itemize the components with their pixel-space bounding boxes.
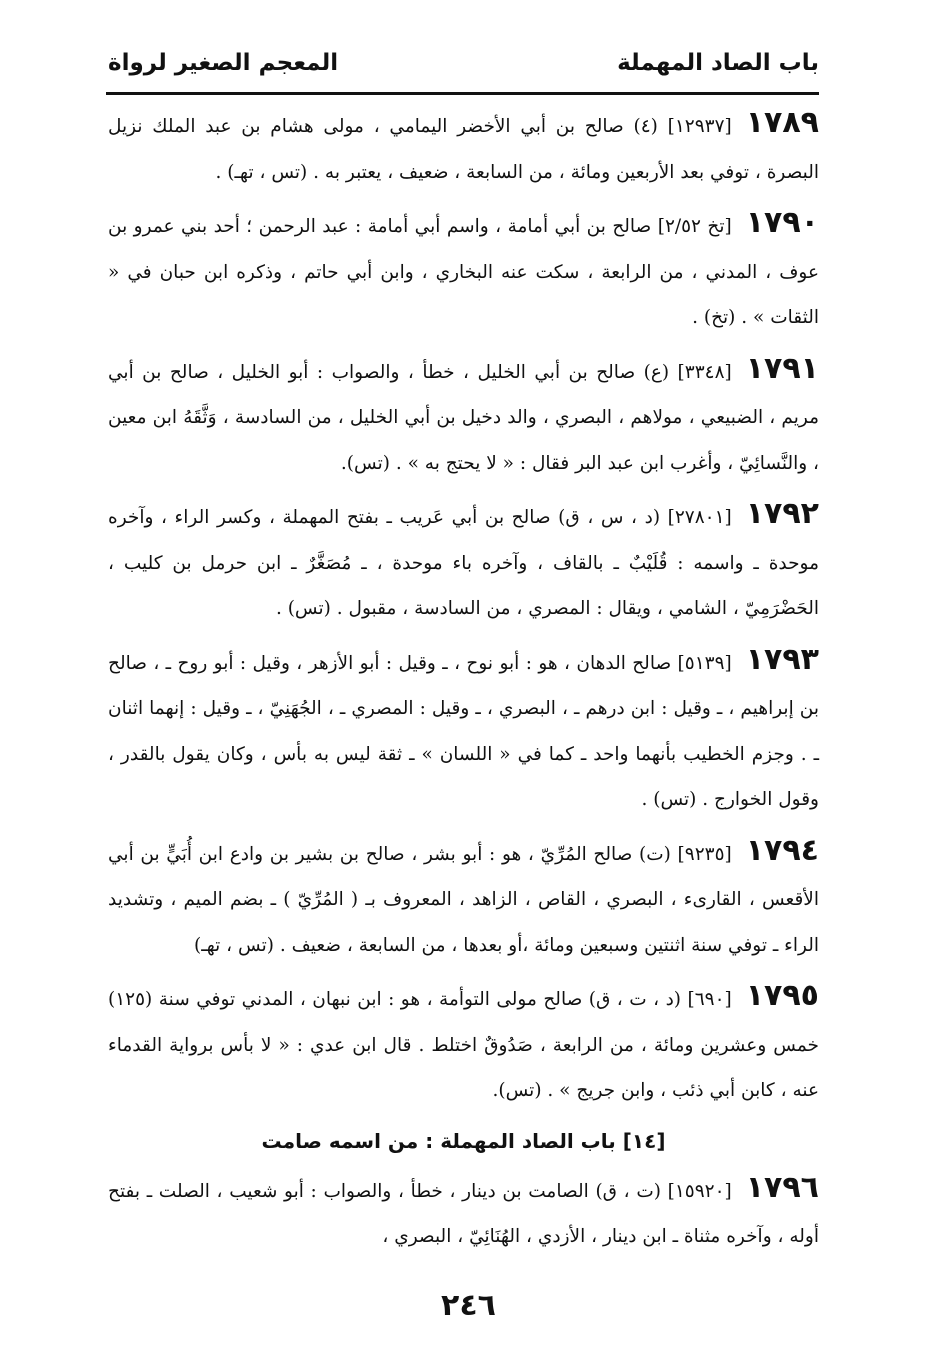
entry-text: [١٥٩٢٠] (ت ، ق) الصامت بن دينار ، خطأ ، والصواب : أبو شعيب ، الصلت ـ بفتح أوله ، وآخره مثناة ـ ابن دينار ، الأزدي ، الهُنَائِيّ ، البصري ، bbox=[108, 1180, 819, 1247]
entry-number: ١٧٩٣ bbox=[745, 641, 819, 677]
entry bbox=[108, 491, 819, 632]
entry-text: [٣٣٤٨] (ع) صالح بن أبي الخليل ، خطأ ، والصواب : أبو الخليل ، صالح بن أبي مريم ، الضبيعي ، مولاهم ، البصري ، والد دخيل بن أبي الخليل ، من السادسة ، وَثَّقَهُ ابن معين ، والنَّسائِيّ ، وأغرب ابن عبد البر فقال : « لا يحتج به » . (تس). bbox=[108, 361, 819, 474]
header-divider bbox=[106, 92, 819, 95]
entry bbox=[108, 637, 819, 823]
chapter-title: باب الصاد المهملة bbox=[617, 50, 819, 76]
entry bbox=[108, 200, 819, 341]
entry-number: ١٧٩٢ bbox=[745, 496, 819, 531]
entry-text: [٦٩٠] (د ، ت ، ق) صالح مولى التوأمة ، هو : ابن نبهان ، المدني توفي سنة (١٢٥) خمس وعشرين ومائة ، من الرابعة ، صَدُوقٌ اختلط . قال ابن عدي : « لا بأس برواية القدماء عنه ، كابن أبي ذئب ، وابن جريج » . (تس). bbox=[108, 989, 819, 1101]
page-content bbox=[108, 100, 819, 1265]
entry-text: [تخ ٢/٥٢] صالح بن أبي أمامة ، واسم أبي أمامة : عبد الرحمن ؛ أحد بني عمرو بن عوف ، المدني ، من الرابعة ، سكت عنه البخاري ، وابن أبي حاتم ، وذكره ابن حبان في « الثقات » . (تخ) . bbox=[108, 216, 819, 328]
section-heading: [١٤] باب الصاد المهملة : من اسمه صامت bbox=[261, 1128, 666, 1153]
entry-number: ١٧٩٦ bbox=[745, 1169, 819, 1205]
entry bbox=[108, 973, 819, 1114]
entry-number: ١٧٩٠ bbox=[745, 205, 819, 240]
entry bbox=[108, 1165, 819, 1260]
entry-text: [٩٢٣٥] (ت) صالح المُرِّيّ ، هو : أبو بشر ، صالح بن بشير بن وادع ابن أُبَيٍّ بن أبي الأقعس ، القارىء ، البصري ، القاص ، الزاهد ، المعروف بـ ( المُرِّيّ ) ـ بضم الميم ، وتشديد الراء ـ توفي سنة اثنتين وسبعين ومائة ،أو بعدها ، من السابعة ، ضعيف . (تس ، تهـ) bbox=[108, 843, 819, 956]
entry bbox=[108, 346, 819, 487]
entry-text: [٥١٣٩] صالح الدهان ، هو : أبو نوح ، ـ وقيل : أبو الأزهر ، وقيل : أبو روح ـ ، صالح بن إبراهيم ، ـ وقيل : ابن درهم ـ ، البصري ، ـ وقيل : المصري ـ ، الجُهَنِيّ ، ـ وقيل : إنهما اثنان ـ . وجزم الخطيب بأنهما واحد ـ كما في « اللسان » ـ ثقة ليس به بأس ، وكان يقول بالقدر ، وقول الخوارج . (تس) . bbox=[108, 652, 819, 810]
entry-text: [٢٧٨٠١] (د ، س ، ق) صالح بن أبي عَريب ـ بفتح المهملة ، وكسر الراء ، وآخره موحدة ـ واسمه : قُلَيْبٌ ـ بالقاف ، وآخره باء موحدة ، ـ مُصَغَّرٌ ـ ابن حرمل بن كليب ، الحَضْرَمِيّ ، الشامي ، ويقال : المصري ، من السادسة ، مقبول . (تس) . bbox=[108, 507, 819, 619]
entry-text: [١٢٩٣٧] (٤) صالح بن أبي الأخضر اليمامي ، مولى هشام بن عبد الملك نزيل البصرة ، توفي بعد الأربعين ومائة ، من السابعة ، ضعيف ، يعتبر به . (تس ، تهـ) . bbox=[108, 116, 819, 183]
entry-number: ١٧٨٩ bbox=[745, 105, 819, 140]
page-header bbox=[108, 44, 819, 88]
entry-number: ١٧٩٤ bbox=[745, 832, 819, 868]
page-number: ٢٤٦ bbox=[441, 1288, 496, 1323]
book-title: المعجم الصغير لرواة bbox=[108, 50, 339, 76]
entry-number: ١٧٩٥ bbox=[745, 978, 819, 1013]
entry bbox=[108, 828, 819, 969]
entry-number: ١٧٩١ bbox=[745, 350, 819, 386]
entry bbox=[108, 100, 819, 195]
